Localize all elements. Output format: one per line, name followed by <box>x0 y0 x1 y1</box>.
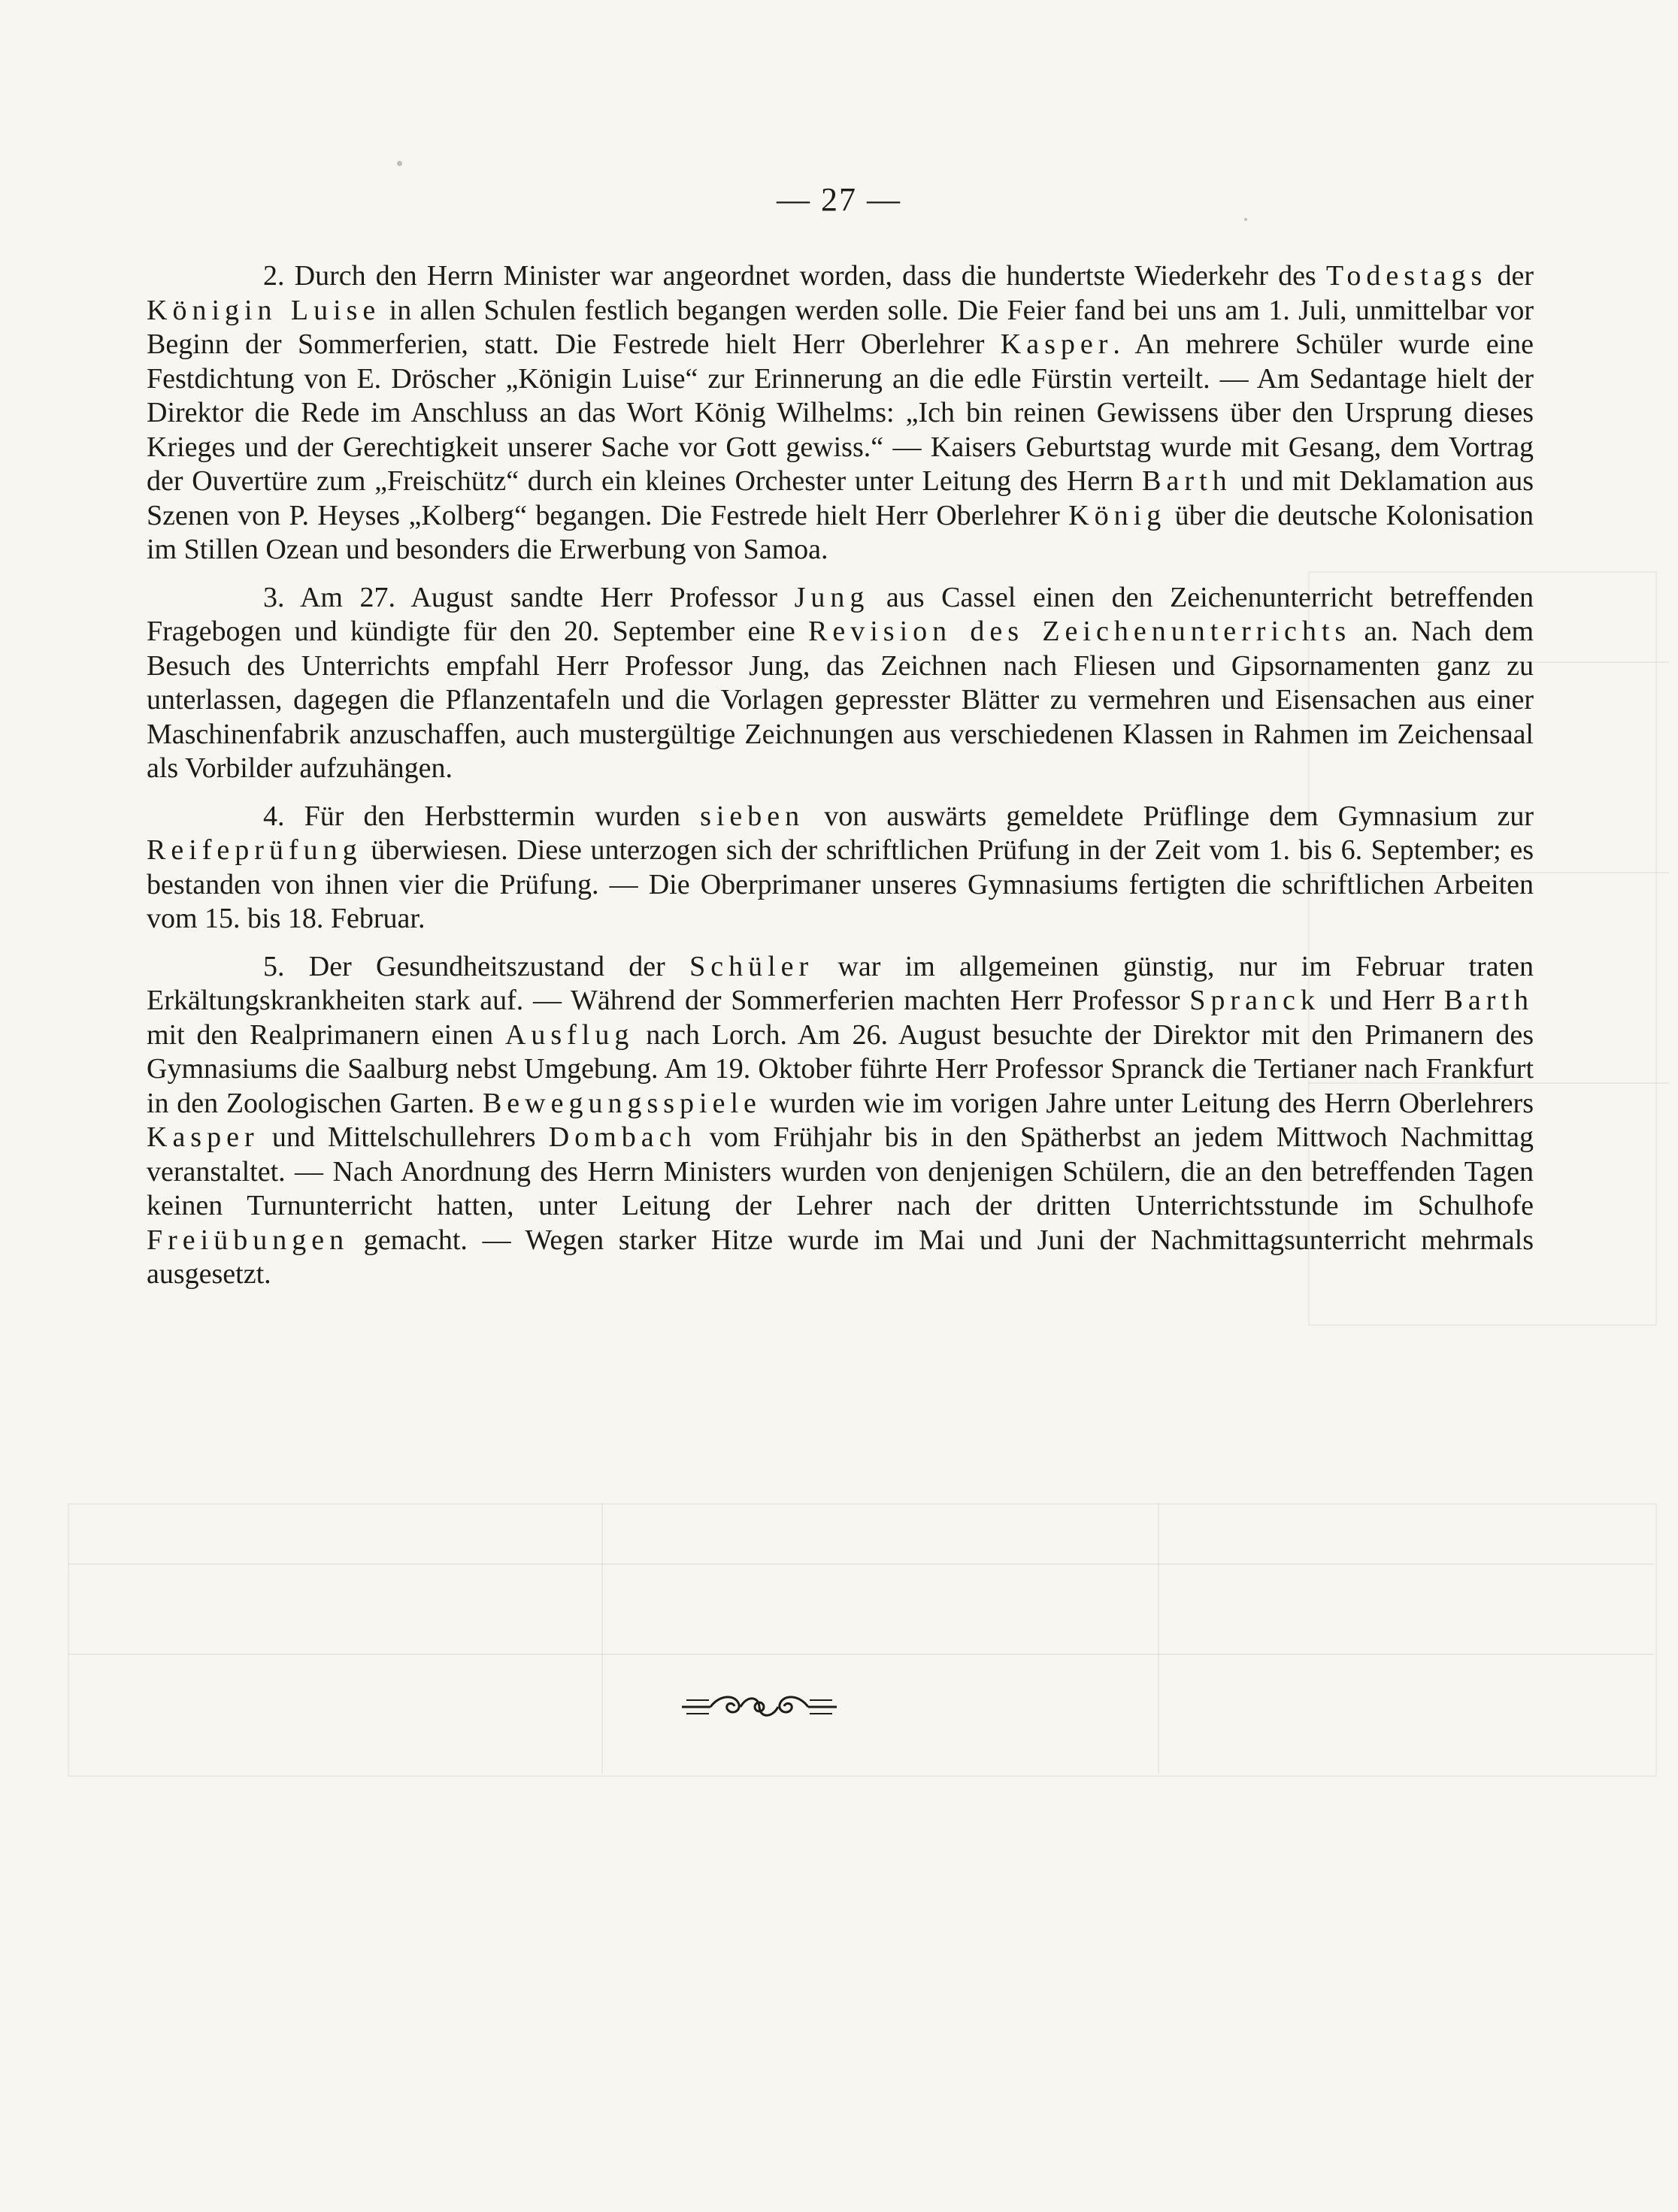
show-through-table-bottom <box>68 1503 1657 1777</box>
spaced-emphasis: Ausflug <box>504 1018 635 1051</box>
spaced-emphasis: Kasper <box>147 1121 259 1153</box>
paragraph-3 <box>147 581 1534 786</box>
text-run: der <box>1487 260 1534 292</box>
paragraph-5 <box>147 950 1534 1292</box>
text-run: mit den Realprimanern einen <box>147 1018 505 1051</box>
text-run: 4. Für den Herbsttermin wurden <box>263 800 701 832</box>
text-run: von auswärts gemeldete Prüflinge dem Gymnasium zur <box>804 800 1534 832</box>
text-run: vom Frühjahr bis in den Spätherbst an jedem Mittwoch Nachmittag veranstaltet. — Nach Anordnung des Herrn Ministers wurden von denjenigen Schülern, die an den betreffenden Tagen keinen Turnunterricht hatten, unter Leitung der Lehrer nach der dritten Unterrichtsstunde im Schulhofe <box>147 1121 1534 1221</box>
text-run: aus Cassel einen den Zeichenunterricht betreffenden Fragebogen und kündigte für den 20. September eine <box>147 581 1534 647</box>
spaced-emphasis: Dombach <box>548 1121 697 1153</box>
spaced-emphasis: Spranck <box>1189 985 1320 1016</box>
spaced-emphasis: Reifeprüfung <box>147 834 362 866</box>
paragraph-4 <box>147 800 1534 937</box>
spaced-emphasis: Freiübungen <box>147 1224 350 1256</box>
text-run: 2. Durch den Herrn Minister war angeordnet worden, dass die hundertste Wiederkehr des <box>263 260 1326 292</box>
spaced-emphasis: Bewegungsspiele <box>482 1087 762 1119</box>
text-run: nach Lorch. Am 26. August besuchte der Direktor mit den Primanern des Gymnasiums die Saalburg nebst Umgebung. Am 19. Oktober führte Herr Professor Spranck die Tertianer nach Frankfurt in den Zoologischen Garten. <box>147 1018 1534 1119</box>
text-run: gemacht. — Wegen starker Hitze wurde im Mai und Juni der Nachmittagsunterricht mehrmals ausgesetzt. <box>147 1224 1534 1290</box>
show-through-rule <box>68 1563 1654 1565</box>
spaced-emphasis: Kasper <box>1000 328 1113 360</box>
spaced-emphasis: sieben <box>700 800 805 832</box>
show-through-column <box>1158 1503 1159 1774</box>
text-run: über die deutsche Kolonisation im Stillen Ozean und besonders die Erwerbung von Samoa. <box>147 499 1534 565</box>
text-run: wurden wie im vorigen Jahre unter Leitung des Herrn Oberlehrers <box>761 1087 1534 1119</box>
spaced-emphasis: Revision des Zeichenunterrichts <box>808 616 1352 647</box>
paragraph-2 <box>147 259 1534 567</box>
text-run: und Mittelschullehrers <box>259 1121 549 1153</box>
spaced-emphasis: Barth <box>1443 985 1534 1016</box>
text-run: . An mehrere Schüler wurde eine Festdichtung von E. Dröscher „Königin Luise“ zur Erinnerung an die edle Fürstin verteilt. — Am Sedantage hielt der Direktor die Rede im Anschluss an das Wort König Wilhelms: „Ich bin reinen Gewissens über den Ursprung dieses Krieges und der Gerechtigkeit unserer Sache vor Gott gewiss.“ — Kaisers Geburtstag wurde mit Gesang, dem Vortrag der Ouvertüre zum „Freischütz“ durch ein kleines Orchester unter Leitung des Herrn <box>147 328 1534 497</box>
decorative-tailpiece-icon <box>680 1690 838 1724</box>
page-number: — 27 — <box>777 181 901 218</box>
show-through-column <box>601 1503 603 1774</box>
text-run: an. Nach dem Besuch des Unterrichts empfahl Herr Professor Jung, das Zeichnen nach Fliesen und Gipsornamenten ganz zu unterlassen, dagegen die Pflanzentafeln und die Vorlagen gepresster Blätter zu vermehren und Eisensachen aus einer Maschinenfabrik anzuschaffen, auch mustergültige Zeichnungen aus verschiedenen Klassen in Rahmen im Zeichensaal als Vorbilder aufzuhängen. <box>147 616 1534 784</box>
paper-speck <box>397 161 402 166</box>
spaced-emphasis: Schüler <box>689 950 814 982</box>
text-run: 3. Am 27. August sandte Herr Professor <box>263 581 795 613</box>
spaced-emphasis: Jung <box>794 581 870 613</box>
text-run: 5. Der Gesundheitszustand der <box>263 950 690 982</box>
text-run: überwiesen. Diese unterzogen sich der schriftlichen Prüfung in der Zeit vom 1. bis 6. September; es bestanden von ihnen vier die Prüfung. — Die Oberprimaner unseres Gymnasiums fertigten die schriftlichen Arbeiten vom 15. bis 18. Februar. <box>147 834 1534 934</box>
spaced-emphasis: König <box>1068 499 1167 531</box>
body-text <box>147 259 1534 1306</box>
show-through-rule <box>68 1654 1654 1655</box>
text-run: und mit Deklamation aus Szenen von P. Heyses „Kolberg“ begangen. Die Festrede hielt Herr Oberlehrer <box>147 465 1534 531</box>
text-run: in allen Schulen festlich begangen werden solle. Die Feier fand bei uns am 1. Juli, unmittelbar vor Beginn der Sommerferien, statt. Die Festrede hielt Herr Oberlehrer <box>147 294 1534 360</box>
spaced-emphasis: Königin Luise <box>147 294 381 326</box>
text-run: war im allgemeinen günstig, nur im Februar traten Erkältungskrankheiten stark auf. — Während der Sommerferien machten Herr Professor <box>147 950 1534 1016</box>
spaced-emphasis: Barth <box>1142 465 1232 497</box>
text-run: und Herr <box>1319 985 1444 1016</box>
spaced-emphasis: Todestags <box>1325 260 1488 292</box>
